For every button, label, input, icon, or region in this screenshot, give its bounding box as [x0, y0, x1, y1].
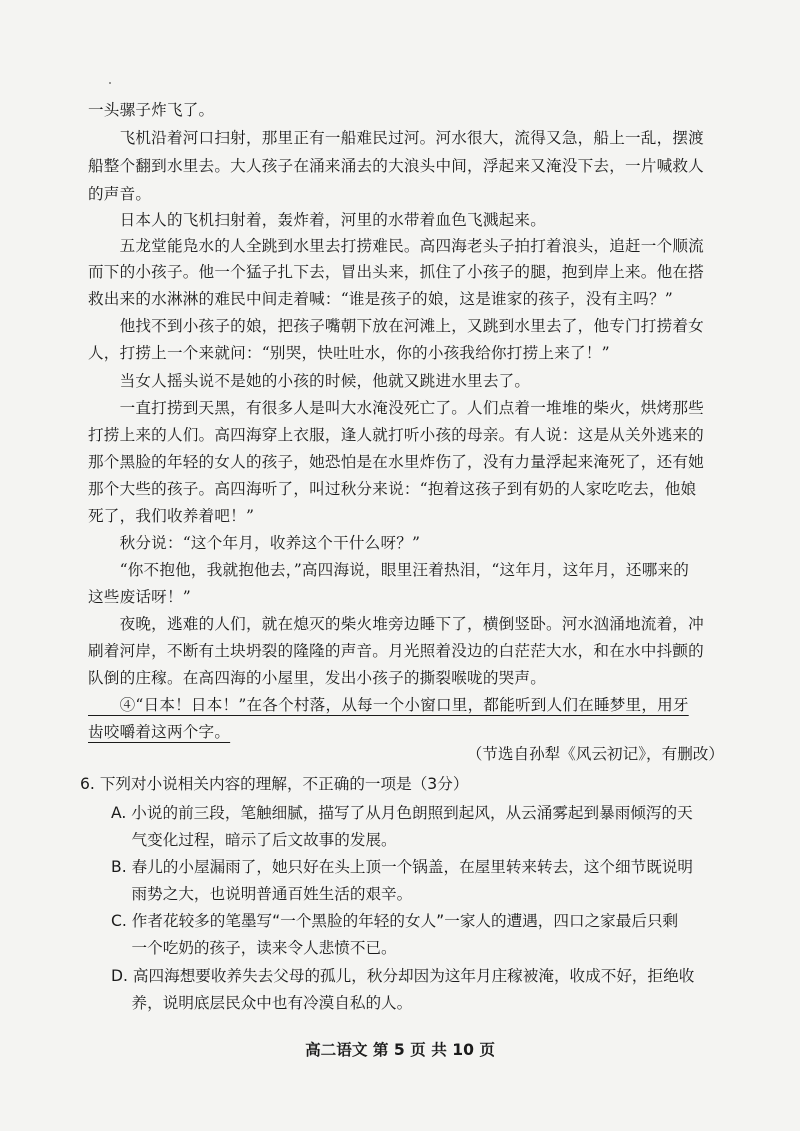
- passage-line: 打捞上来的人们。高四海穿上衣服，逢人就打听小孩的母亲。有人说：这是从关外逃来的: [88, 426, 704, 444]
- option-line: B. 春儿的小屋漏雨了，她只好在头上顶一个锅盖，在屋里转来转去，这个细节既说明: [111, 858, 693, 876]
- passage-line: 救出来的水淋淋的难民中间走着喊：“谁是孩子的娘，这是谁家的孩子，没有主吗？”: [88, 290, 673, 308]
- passage-line: 飞机沿着河口扫射，那里正有一船难民过河。河水很大，流得又急，船上一乱，摆渡: [88, 129, 704, 147]
- underlined-passage-line: ④“日本！日本！”在各个村落，从每一个小窗口里，都能听到人们在睡梦里，用牙: [88, 696, 689, 714]
- option-line: 气变化过程，暗示了后文故事的发展。: [111, 831, 397, 849]
- source-citation: （节选自孙犁《风云初记》，有删改）: [466, 745, 724, 763]
- passage-line: 那个黑脸的年轻的女人的孩子，她恐怕是在水里炸伤了，没有力量浮起来淹死了，还有她: [88, 453, 704, 471]
- passage-line: 他找不到小孩子的娘，把孩子嘴朝下放在河滩上，又跳到水里去了，他专门打捞着女: [88, 317, 704, 335]
- option-line: C. 作者花较多的笔墨写“一个黑脸的年轻的女人”一家人的遭遇，四口之家最后只剩: [111, 912, 679, 930]
- passage-line: 而下的小孩子。他一个猛子扎下去，冒出头来，抓住了小孩子的腿，抱到岸上来。他在搭: [88, 263, 704, 281]
- passage-line: 一头骡子炸飞了。: [88, 101, 215, 119]
- passage-line: “你不抱他，我就抱他去，”高四海说，眼里汪着热泪，“这年月，这年月，还哪来的: [88, 561, 690, 579]
- passage-line: 船整个翻到水里去。大人孩子在涌来涌去的大浪头中间，浮起来又淹没下去，一片喊救人: [88, 157, 704, 175]
- passage-line: 人，打捞上一个来就问：“别哭，快吐吐水，你的小孩我给你打捞上来了！”: [88, 344, 610, 362]
- page-footer: 高二语文 第 5 页 共 10 页: [305, 1041, 495, 1059]
- scan-speck: [109, 82, 111, 84]
- passage-line: 秋分说：“这个年月，收养这个干什么呀？”: [88, 534, 421, 552]
- passage-line: 一直打捞到天黑，有很多人是叫大水淹没死亡了。人们点着一堆堆的柴火，烘烤那些: [88, 399, 704, 417]
- passage-line: 队倒的庄稼。在高四海的小屋里，发出小孩子的撕裂喉咙的哭声。: [88, 669, 547, 687]
- passage-line: 日本人的飞机扫射着，轰炸着，河里的水带着血色飞溅起来。: [88, 211, 547, 229]
- passage-line: 这些废话呀！”: [88, 588, 191, 606]
- passage-line: 那个大些的孩子。高四海听了，叫过秋分来说：“抱着这孩子到有奶的人家吃吃去，他娘: [88, 480, 697, 498]
- passage-line: 的声音。: [88, 185, 152, 203]
- passage-line: 当女人摇头说不是她的小孩的时候，他就又跳进水里去了。: [88, 372, 531, 390]
- option-line: 一个吃奶的孩子，读来令人悲愤不已。: [111, 939, 397, 957]
- option-line: 雨势之大，也说明普通百姓生活的艰辛。: [111, 885, 413, 903]
- passage-line: 刷着河岸，不断有土块坍裂的隆隆的声音。月光照着没边的白茫茫大水，和在水中抖颤的: [88, 642, 704, 660]
- underlined-passage-line: 齿咬嚼着这两个字。: [88, 723, 231, 741]
- question-stem: 6. 下列对小说相关内容的理解，不正确的一项是（3分）: [80, 775, 469, 793]
- option-line: 养，说明底层民众中也有冷漠自私的人。: [111, 994, 413, 1012]
- passage-line: 夜晚，逃难的人们，就在熄灭的柴火堆旁边睡下了，横倒竖卧。河水汹涌地流着，冲: [88, 615, 704, 633]
- option-line: A. 小说的前三段，笔触细腻，描写了从月色朗照到起风，从云涌雾起到暴雨倾泻的天: [111, 804, 693, 822]
- passage-line: 五龙堂能凫水的人全跳到水里去打捞难民。高四海老头子拍打着浪头，追赶一个顺流: [88, 237, 704, 255]
- option-line: D. 高四海想要收养失去父母的孤儿，秋分却因为这年月庄稼被淹，收成不好，拒绝收: [111, 967, 695, 985]
- passage-line: 死了，我们收养着吧！”: [88, 507, 255, 525]
